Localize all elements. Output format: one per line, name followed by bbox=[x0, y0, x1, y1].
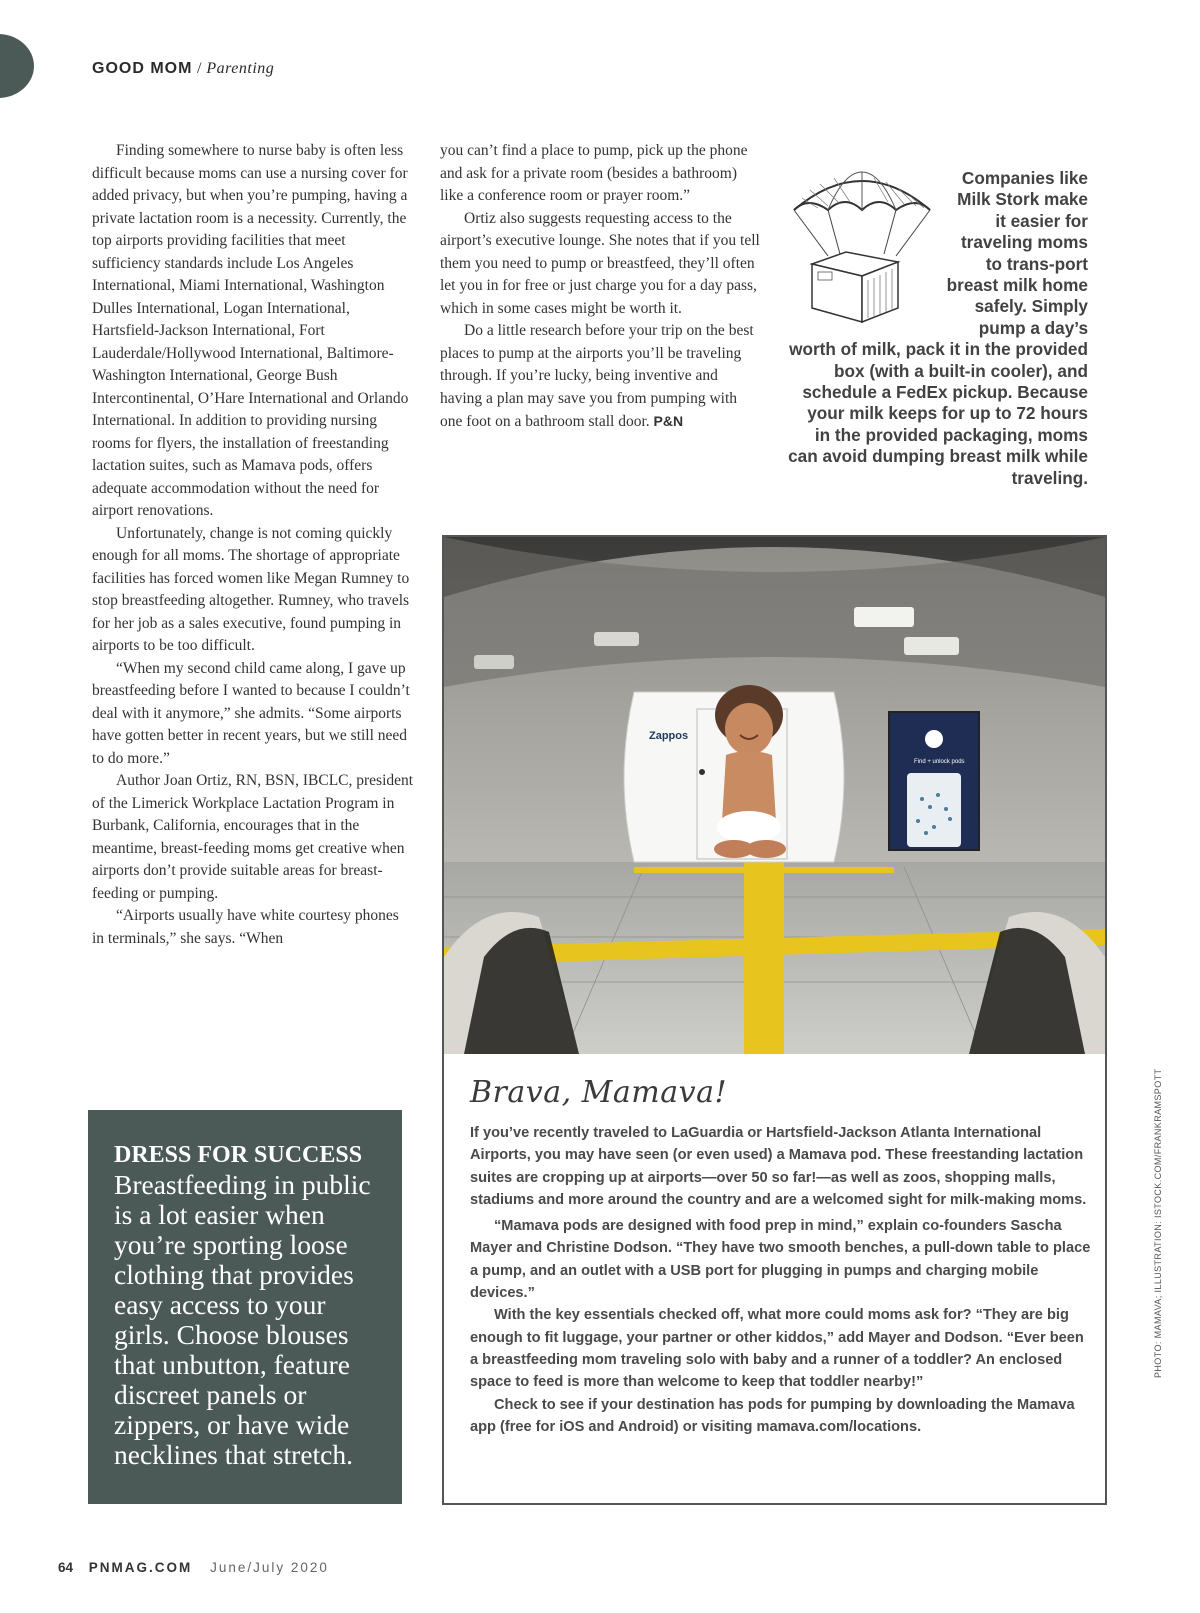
article-paragraph: you can’t find a place to pump, pick up the phone and ask for a private room (besides a bathroom) like a conference room or prayer room.” bbox=[440, 142, 748, 204]
brava-body bbox=[470, 1122, 1095, 1438]
article-paragraph: Finding somewhere to nurse baby is often less difficult because moms can use a nursing cover for added privacy, but when you’re pumping, having a private lactation room is a necessity. Currently, the top airports providing facilities that meet sufficiency standards include Los Angeles International, Miami International, Washington Dulles International, Logan International, Hartsfield-Jackson International, Fort Lauderdale/Hollywood International, Baltimore-Washington International, George Bush Intercontinental, O’Hare International and Orlando International. In addition to providing nursing rooms for flyers, the installation of freestanding lactation suites, such as Mamava pods, offers adequate accommodation without the need for airport renovations. bbox=[92, 142, 409, 519]
airport-mamava-pod-photo bbox=[444, 537, 1105, 1054]
pod-brand-label: Zappos bbox=[649, 730, 689, 742]
brava-paragraph: Check to see if your destination has pods for pumping by downloading the Mamava app (free for iOS and Android) or visiting mamava.com/locations. bbox=[470, 1396, 1075, 1435]
page-number: 64 bbox=[58, 1560, 74, 1575]
footer-site: PNMAG.COM bbox=[88, 1560, 193, 1575]
brava-paragraph: With the key essentials checked off, what more could moms ask for? “They are big enough to fit luggage, your partner or other kiddos,” add Mayer and Dodson. “Ever been a breastfeeding mom traveling solo with baby and a runner of a toddler? An enclosed space to feed is more than welcome to keep that toddler nearby!” bbox=[470, 1307, 1084, 1391]
article-paragraph: Ortiz also suggests requesting access to the airport’s executive lounge. She notes that if you tell them you need to pump or breastfeed, they’ll often let you in for free or just charge you for a day pass, which in some cases might be worth it. bbox=[440, 209, 760, 317]
article-paragraph bbox=[440, 320, 762, 434]
section-tab-marker bbox=[0, 34, 34, 98]
sidebar-body: Breastfeeding in public is a lot easier when you’re sporting loose clothing that provides easy access to your girls. Choose blouses that unbutton, feature discreet panels or zippers, or have wide necklines that stretch. bbox=[114, 1169, 371, 1470]
article-paragraph: Unfortunately, change is not coming quickly enough for all moms. The shortage of appropriate facilities has forced women like Megan Rumney to stop breastfeeding altogether. Rumney, who travels for her job as a sales executive, found pumping in airports to be too difficult. bbox=[92, 524, 410, 654]
brava-title: Brava, Mamava! bbox=[470, 1075, 728, 1110]
brava-paragraph: If you’ve recently traveled to LaGuardia or Hartsfield-Jackson Atlanta International Airports, you may have seen (or even used) a Mamava pod. These freestanding lactation suites are cropping up at airports—over 50 so far!—as well as zoos, shopping malls, stadiums and more around the country and are a welcomed sight for milk-making moms. bbox=[470, 1125, 1087, 1208]
photo-credit: PHOTO: MAMAVA; ILLUSTRATION: ISTOCK.COM/FRANKRAMSPOTT bbox=[1153, 1068, 1163, 1378]
callout-quote bbox=[788, 168, 1088, 513]
brava-paragraph: “Mamava pods are designed with food prep in mind,” explain co-founders Sascha Mayer and Christine Dodson. “They have two smooth benches, a pull-down table to place a pump, and an outlet with a USB port for plugging in pumps and charging mobile devices.” bbox=[470, 1218, 1091, 1302]
article-column-2 bbox=[440, 140, 762, 434]
callout-text: Companies like Milk Stork make it easier for traveling moms to trans-port breast milk home safely. Simply pump a day’s worth of milk, pack it in the provided box (with a built-in cooler), and schedule a FedEx pickup. Because your milk keeps for up to 72 hours in the provided packaging, moms can avoid dumping breast milk while traveling. bbox=[788, 168, 1088, 488]
dress-for-success-sidebar bbox=[88, 1110, 402, 1504]
screen-headline: Find + unlock pods bbox=[914, 759, 965, 765]
page-header bbox=[92, 60, 274, 78]
subsection-name: Parenting bbox=[206, 60, 275, 77]
article-paragraph: “Airports usually have white courtesy phones in terminals,” she says. “When bbox=[92, 907, 399, 947]
section-name: GOOD MOM bbox=[92, 60, 193, 77]
footer-date: June/July 2020 bbox=[210, 1560, 329, 1575]
brava-mamava-box bbox=[442, 535, 1107, 1505]
article-column-1 bbox=[92, 140, 414, 950]
header-separator: / bbox=[192, 60, 207, 77]
article-signoff: P&N bbox=[653, 413, 684, 429]
sidebar-title: DRESS FOR SUCCESS bbox=[114, 1142, 363, 1168]
article-paragraph-text: Do a little research before your trip on the best places to pump at the airports you’ll be traveling through. If you’re lucky, being inventive and having a plan may save you from pumping with one foot on a bathroom stall door. bbox=[440, 322, 754, 430]
article-paragraph: “When my second child came along, I gave up breastfeeding before I wanted to because I couldn’t deal with it anymore,” she admits. “Some airports have gotten better in recent years, but we still need to do more.” bbox=[92, 659, 410, 767]
page-footer bbox=[58, 1560, 329, 1575]
article-paragraph: Author Joan Ortiz, RN, BSN, IBCLC, president of the Limerick Workplace Lactation Program in Burbank, California, encourages that in the meantime, breast-feeding moms get creative when airports don’t provide suitable areas for breast-feeding or pumping. bbox=[92, 772, 414, 902]
